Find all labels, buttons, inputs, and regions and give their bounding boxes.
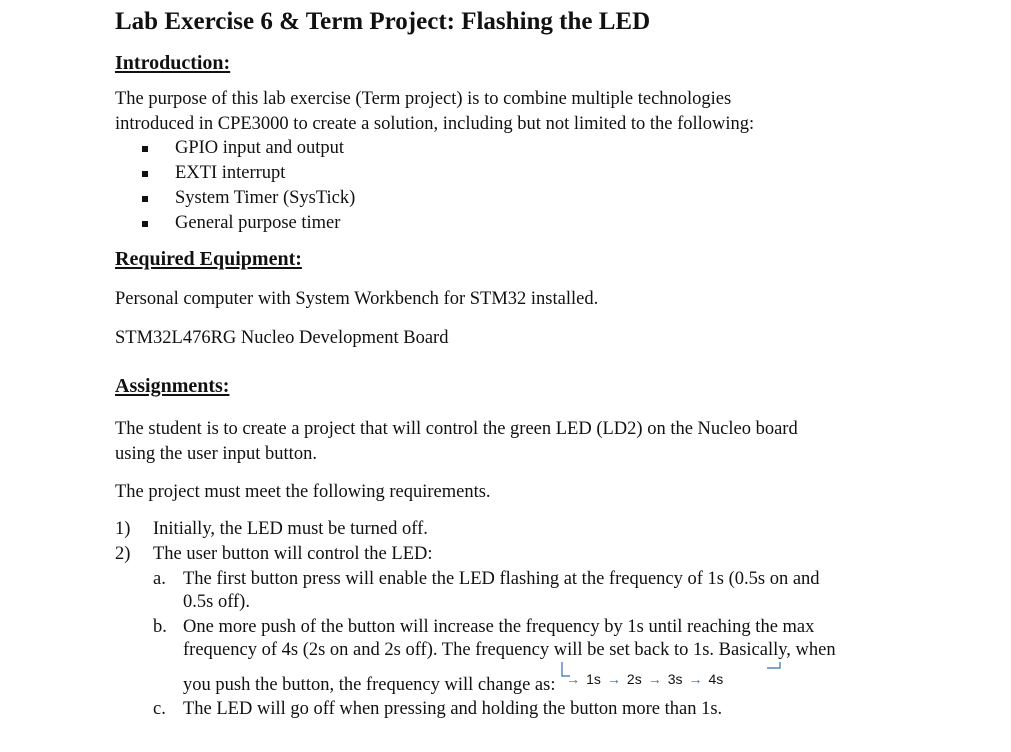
document-title: Lab Exercise 6 & Term Project: Flashing the LED	[115, 8, 651, 35]
intro-paragraph-line-2: introduced in CPE3000 to create a solution, including but not limited to the following:	[115, 114, 755, 134]
requirements-intro: The project must meet the following requirements.	[115, 482, 491, 502]
arrow-right-icon: →	[566, 671, 581, 687]
list-item: General purpose timer	[115, 211, 355, 236]
list-item: System Timer (SysTick)	[115, 186, 355, 211]
bullet-icon	[142, 196, 148, 202]
equipment-heading: Required Equipment:	[115, 248, 302, 270]
sequence-item: 3s	[667, 671, 683, 687]
bullet-icon	[142, 171, 148, 177]
assignment-paragraph-line-1: The student is to create a project that will control the green LED (LD2) on the Nucleo board	[115, 419, 798, 439]
sequence-item: 4s	[708, 671, 724, 687]
sequence-item: 1s	[586, 671, 601, 687]
equipment-item-1: Personal computer with System Workbench for STM32 installed.	[115, 289, 599, 309]
intro-paragraph-line-1: The purpose of this lab exercise (Term project) is to combine multiple technologies	[115, 89, 732, 109]
sequence-item: 2s	[626, 671, 642, 687]
technology-list	[115, 136, 355, 236]
list-item: EXTI interrupt	[115, 161, 355, 186]
arrow-right-icon: →	[606, 671, 621, 687]
equipment-item-2: STM32L476RG Nucleo Development Board	[115, 328, 449, 348]
frequency-sequence-diagram	[566, 671, 724, 697]
introduction-heading: Introduction:	[115, 52, 231, 74]
assignment-paragraph-line-2: using the user input button.	[115, 444, 317, 464]
assignments-heading: Assignments:	[115, 375, 230, 397]
bullet-icon	[142, 146, 148, 152]
arrow-right-icon: →	[688, 671, 703, 687]
list-item: GPIO input and output	[115, 136, 355, 161]
bullet-icon	[142, 221, 148, 227]
sequence-lead-text: you push the button, the frequency will change as:	[183, 675, 556, 695]
arrow-right-icon: →	[647, 671, 662, 687]
